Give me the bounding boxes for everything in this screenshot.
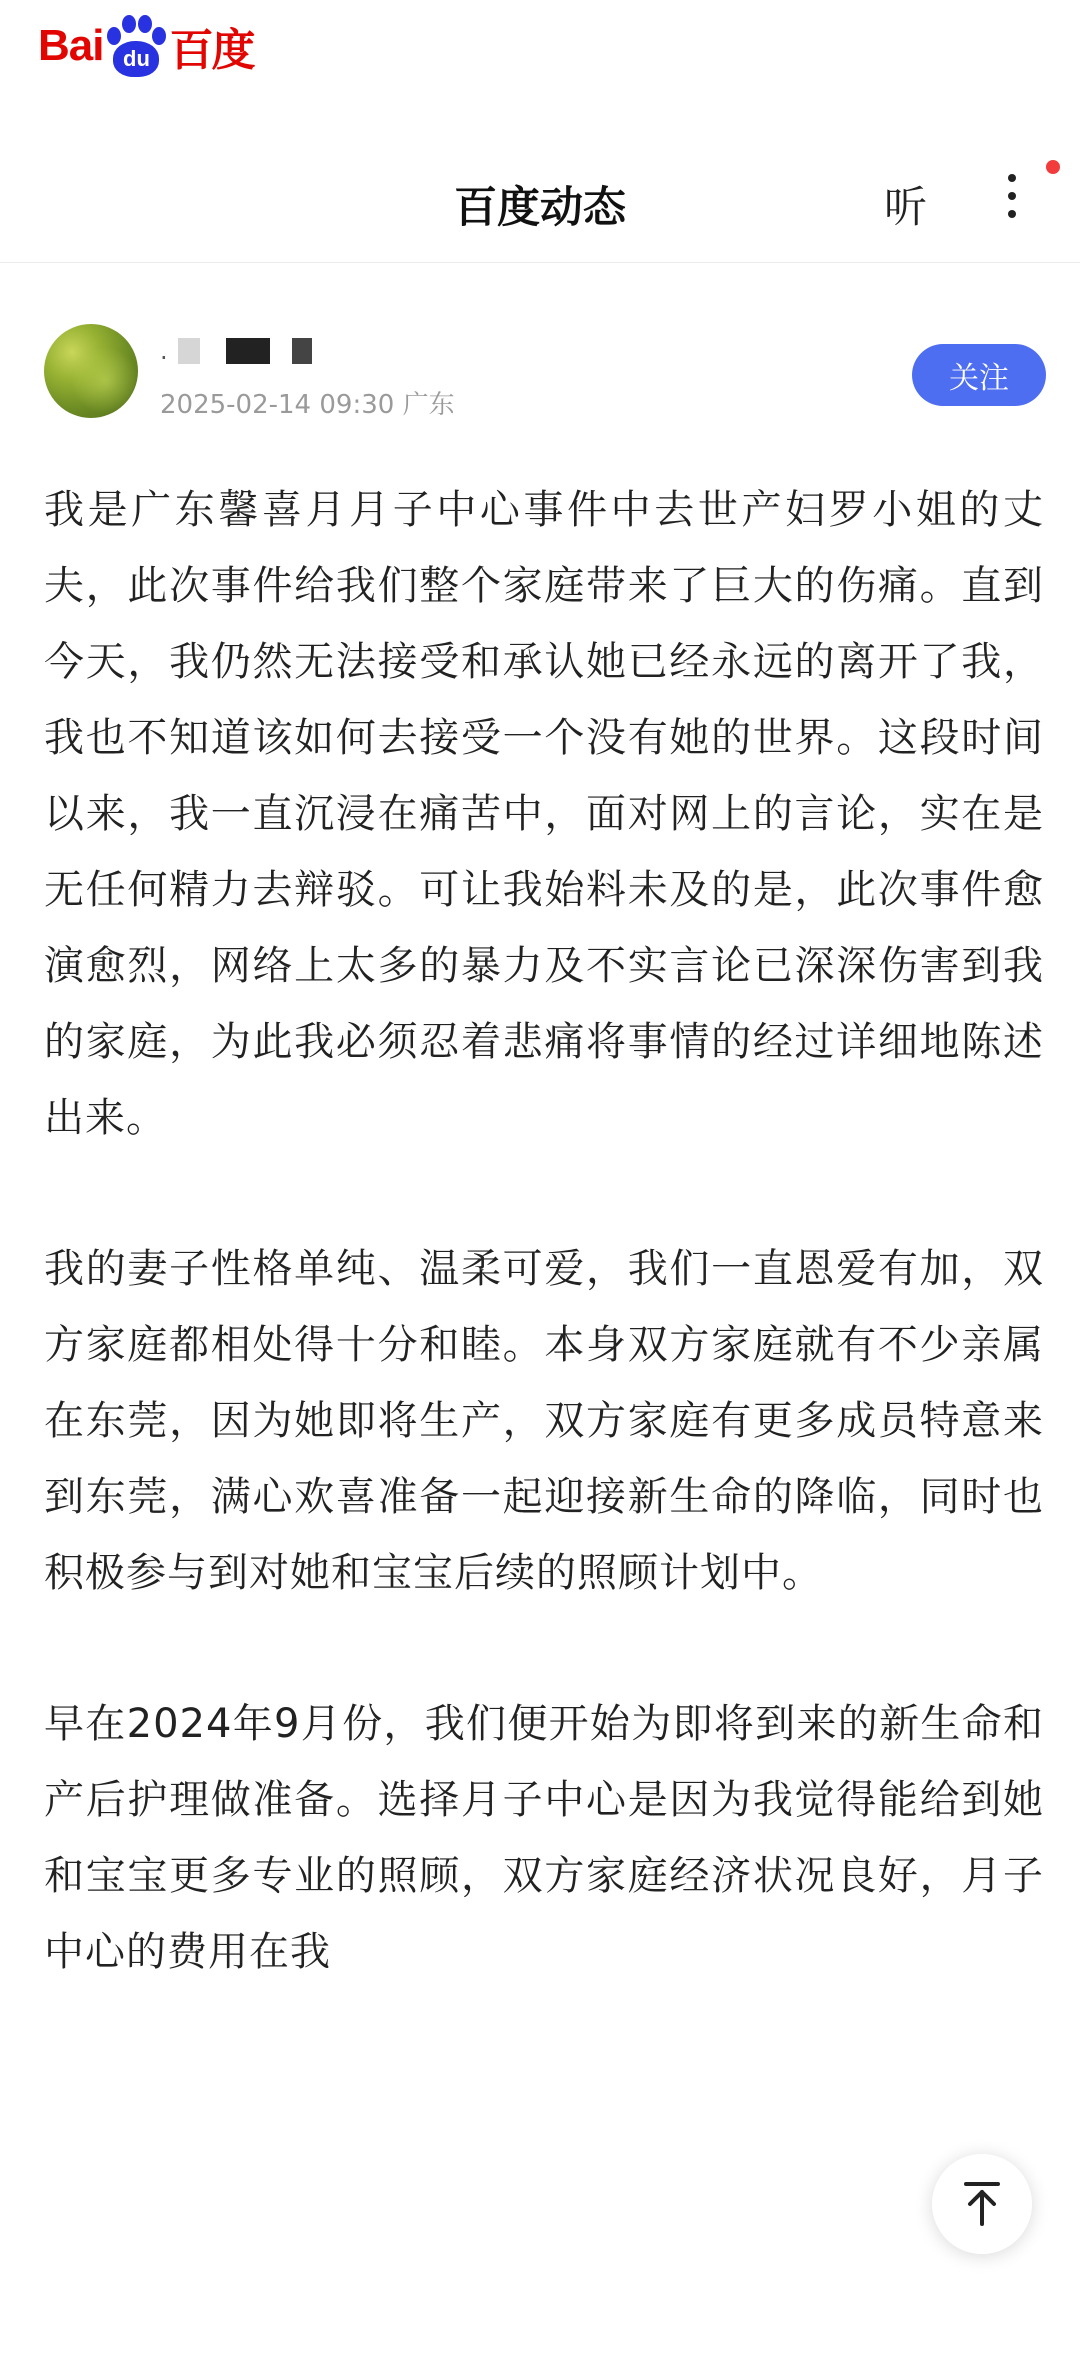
- post-location: 广东: [402, 390, 455, 420]
- logo-text-du: du: [113, 41, 159, 77]
- author-name[interactable]: [160, 336, 312, 366]
- logo-text-bai: Bai: [38, 21, 104, 70]
- author-bar: [44, 324, 1036, 424]
- more-vertical-icon[interactable]: [1000, 168, 1024, 228]
- baidu-logo: [38, 6, 253, 86]
- article-paragraph: 早在2024年9月份，我们便开始为即将到来的新生命和产后护理做准备。选择月子中心是因为我觉得能给到她和宝宝更多专业的照顾，双方家庭经济状况良好，月子中心的费用在我: [44, 1701, 1044, 1975]
- article-paragraph: 我是广东馨喜月月子中心事件中去世产妇罗小姐的丈夫，此次事件给我们整个家庭带来了巨大的伤痛。直到今天，我仍然无法接受和承认她已经永远的离开了我，我也不知道该如何去接受一个没有她的世界。这段时间以来，我一直沉浸在痛苦中，面对网上的言论，实在是无任何精力去辩驳。可让我始料未及的是，此次事件愈演愈烈，网络上太多的暴力及不实言论已深深伤害到我的家庭，为此我必须忍着悲痛将事情的经过详细地陈述出来。: [44, 487, 1044, 1141]
- post-date: 2025-02-14 09:30: [160, 390, 395, 420]
- post-meta: [160, 384, 455, 421]
- article-paragraph: 我的妻子性格单纯、温柔可爱，我们一直恩爱有加，双方家庭都相处得十分和睦。本身双方家庭就有不少亲属在东莞，因为她即将生产，双方家庭有更多成员特意来到东莞，满心欢喜准备一起迎接新生命的降临，同时也积极参与到对她和宝宝后续的照顾计划中。: [44, 1246, 1044, 1596]
- name-redaction-block: [292, 338, 312, 364]
- logo-text-cn: 百度: [169, 25, 254, 76]
- scroll-to-top-button[interactable]: [932, 2154, 1032, 2254]
- author-name-prefix: .: [160, 337, 168, 365]
- follow-button[interactable]: 关注: [912, 344, 1046, 406]
- header-divider: [0, 262, 1080, 263]
- notification-dot: [1046, 160, 1060, 174]
- top-header: [0, 140, 1080, 260]
- name-redaction-block: [178, 338, 200, 364]
- listen-button[interactable]: 听: [884, 183, 927, 233]
- paw-icon: [105, 13, 167, 79]
- name-redaction-block: [226, 338, 270, 364]
- page-title: 百度动态: [454, 183, 626, 233]
- article-body: [44, 472, 1044, 2065]
- avatar[interactable]: [44, 324, 138, 418]
- arrow-up-icon: [962, 2180, 1002, 2228]
